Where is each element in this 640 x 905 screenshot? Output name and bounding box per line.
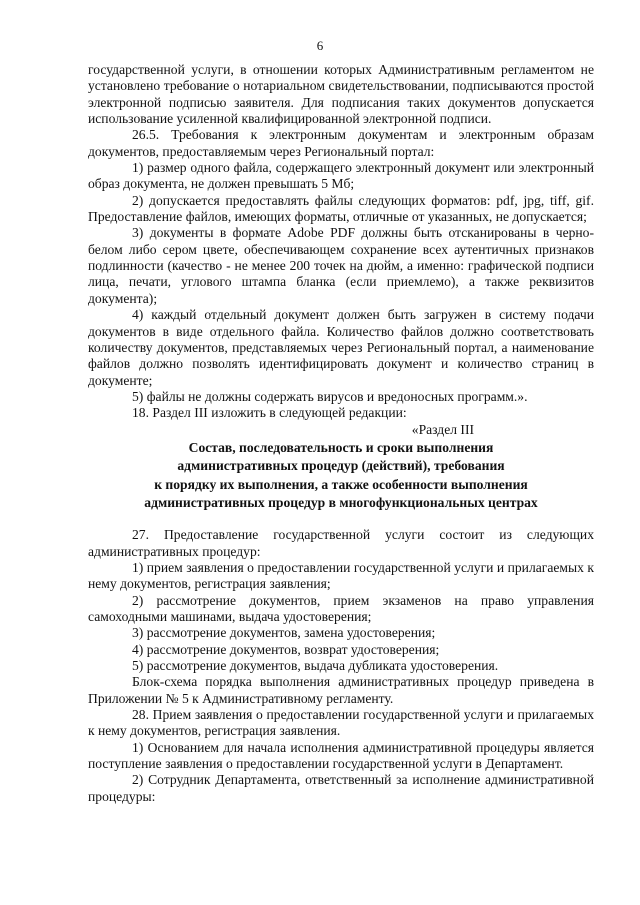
paragraph: 18. Раздел III изложить в следующей редакции: [132,405,407,421]
list-item: 3) рассмотрение документов, замена удостоверения; [132,625,436,641]
list-item: 2) Сотрудник Департамента, ответственный за исполнение административной процедуры: [88,772,594,804]
list-item: 2) допускается предоставлять файлы следующих форматов: pdf, jpg, tiff, gif. Предоставление файлов, имеющих форматы, отличные от указанных, не допускается; [88,192,594,225]
section-heading-line: административных процедур (действий), требования [177,458,505,474]
section-heading-line: Состав, последовательность и сроки выполнения [188,439,494,455]
paragraph: 28. Прием заявления о предоставлении государственной услуги и прилагаемых к нему документов, регистрация заявления. [88,707,594,739]
section-label: «Раздел III [411,421,474,437]
section-heading-line: административных процедур в многофункциональных центрах [144,494,538,510]
list-item: 4) каждый отдельный документ должен быть загружен в систему подачи документов в виде отдельного файла. Количество файлов должно соответствовать количеству документов, представляемых через Региональный портал, а наименование файлов должно позволять идентифицировать документ и количество страниц в документе; [88,307,594,388]
list-item: 4) рассмотрение документов, возврат удостоверения; [132,641,440,657]
list-item: 5) рассмотрение документов, выдача дубликата удостоверения. [132,658,499,674]
document-body [88,62,594,805]
list-item: 3) документы в формате Adobe PDF должны быть отсканированы в черно-белом либо сером цвете, обеспечивающем сохранение всех аутентичных признаков подлинности (качество - не менее 200 точек на дюйм, а именно: графической подписи лица, печати, углового штампа бланка (если приемлемо), а также реквизитов документа); [88,225,594,306]
page-number: 6 [316,38,324,53]
list-item: 1) прием заявления о предоставлении государственной услуги и прилагаемых к нему документов, регистрация заявления; [88,559,594,592]
paragraph: государственной услуги, в отношении которых Административным регламентом не установлено требование о нотариальном свидетельствовании, подписываются простой электронной подписью заявителя. Для подписания таких документов допускается использование усиленной квалифицированной электронной подписи. [88,62,594,127]
list-item: 5) файлы не должны содержать вирусов и вредоносных программ.». [132,388,528,404]
section-heading-line: к порядку их выполнения, а также особенности выполнения [154,476,528,492]
list-item: 2) рассмотрение документов, прием экзаменов на право управления самоходными машинами, выдача удостоверения; [88,592,594,624]
paragraph: 26.5. Требования к электронным документам и электронным образам документов, предоставляемым через Региональный портал: [88,127,594,159]
list-item: 1) Основанием для начала исполнения административной процедуры является поступление заявления о предоставлении государственной услуги в Департамент. [88,739,594,772]
spacer [88,511,594,527]
paragraph: Блок-схема порядка выполнения административных процедур приведена в Приложении № 5 к Административному регламенту. [88,674,594,706]
paragraph: 27. Предоставление государственной услуги состоит из следующих административных процедур: [88,527,594,559]
list-item: 1) размер одного файла, содержащего электронный документ или электронный образ документа, не должен превышать 5 Мб; [88,160,594,192]
